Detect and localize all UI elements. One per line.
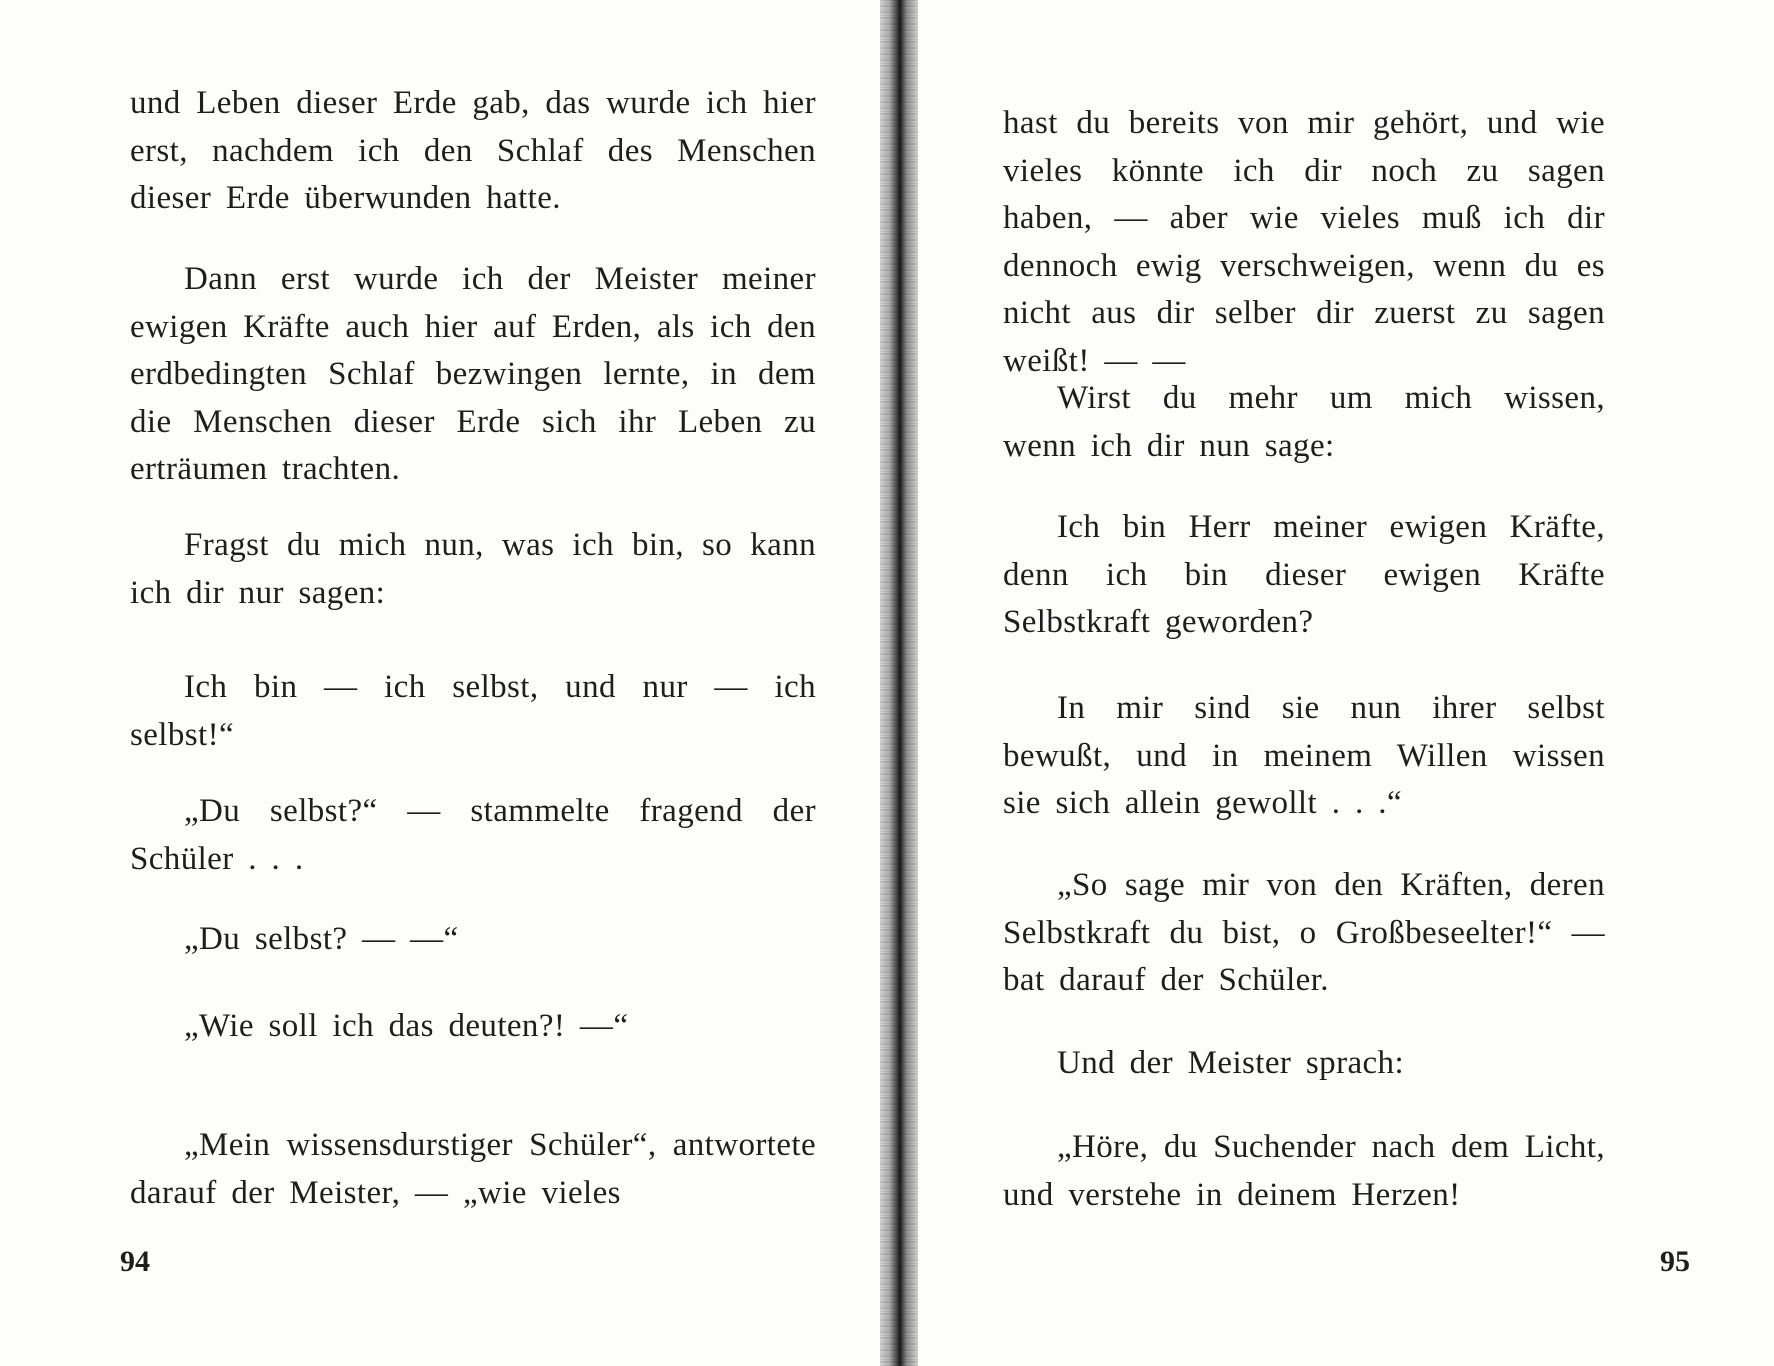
right-paragraph-7: „Höre, du Suchender nach dem Licht, und verstehe in deinem Herzen! xyxy=(1003,1129,1605,1213)
page-number-left: 94 xyxy=(120,1245,150,1278)
left-paragraph-6: „Du selbst? — —“ xyxy=(184,921,459,957)
left-paragraph-3: Fragst du mich nun, was ich bin, so kann ich dir nur sagen: xyxy=(130,527,816,611)
left-paragraph-8: „Mein wissensdurstiger Schüler“, antwortete darauf der Meister, — „wie vieles xyxy=(130,1127,816,1211)
left-paragraph-1: und Leben dieser Erde gab, das wurde ich hier erst, nachdem ich den Schlaf des Menschen dieser Erde überwunden hatte. xyxy=(130,85,816,216)
book-gutter xyxy=(880,0,918,1366)
left-paragraph-4: Ich bin — ich selbst, und nur — ich selbst!“ xyxy=(130,669,816,753)
right-paragraph-6: Und der Meister sprach: xyxy=(1057,1045,1405,1081)
left-paragraph-7: „Wie soll ich das deuten?! —“ xyxy=(184,1008,629,1044)
left-paragraph-2: Dann erst wurde ich der Meister meiner ewigen Kräfte auch hier auf Erden, als ich den erdbedingten Schlaf bezwingen lernte, in dem die Menschen dieser Erde sich ihr Leben zu erträumen trachten. xyxy=(130,261,816,487)
right-paragraph-2: Wirst du mehr um mich wissen, wenn ich dir nun sage: xyxy=(1003,380,1605,464)
right-paragraph-5: „So sage mir von den Kräften, deren Selbstkraft du bist, o Großbeseelter!“ — bat darauf der Schüler. xyxy=(1003,867,1605,998)
right-paragraph-4: In mir sind sie nun ihrer selbst bewußt, und in meinem Willen wissen sie sich allein gewollt . . .“ xyxy=(1003,690,1605,821)
right-page xyxy=(918,0,1774,1366)
right-paragraph-1: hast du bereits von mir gehört, und wie vieles könnte ich dir noch zu sagen haben, — aber wie vieles muß ich dir dennoch ewig verschweigen, wenn du es nicht aus dir selber dir zuerst zu sagen weißt! — — xyxy=(1003,105,1605,379)
left-page xyxy=(0,0,880,1366)
right-paragraph-3: Ich bin Herr meiner ewigen Kräfte, denn ich bin dieser ewigen Kräfte Selbstkraft geworden? xyxy=(1003,509,1605,640)
left-paragraph-5: „Du selbst?“ — stammelte fragend der Schüler . . . xyxy=(130,793,816,877)
page-number-right: 95 xyxy=(1660,1245,1690,1278)
